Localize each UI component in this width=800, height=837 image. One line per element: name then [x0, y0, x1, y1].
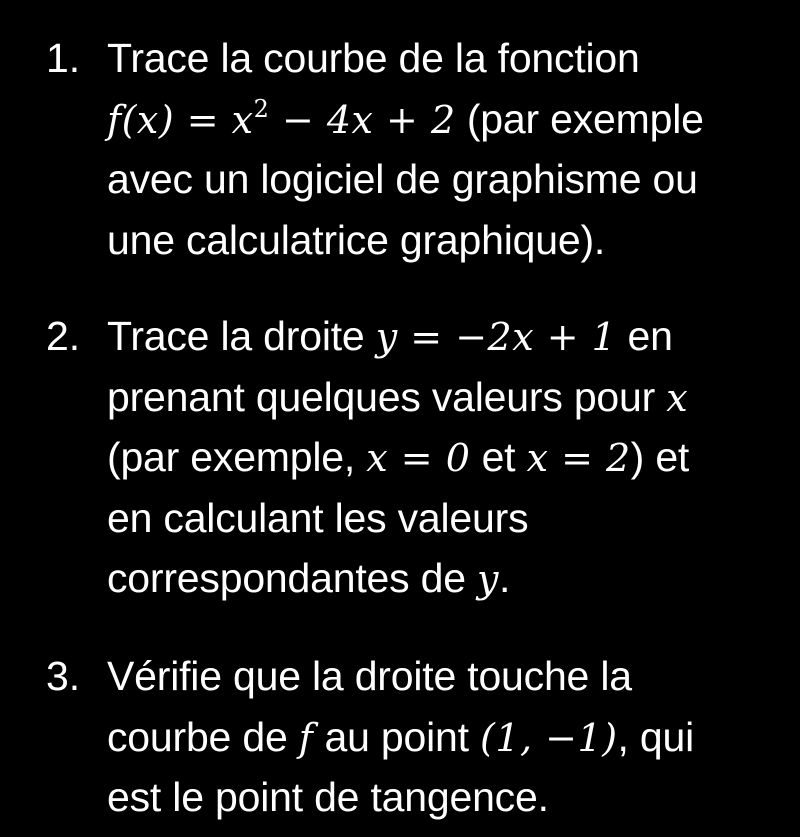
- text-run: est le point de tangence.: [107, 774, 549, 820]
- text-run: Trace la courbe de la fonction: [107, 35, 640, 81]
- step-line: [107, 427, 797, 488]
- math-expression: x = 2: [526, 436, 631, 480]
- step-line: [107, 367, 797, 428]
- text-run: .: [498, 555, 511, 601]
- math-expression: x: [666, 375, 689, 420]
- text-run: en calculant les valeurs: [107, 494, 529, 541]
- text-run: et: [470, 434, 527, 480]
- math-expression: x = 0: [366, 436, 471, 480]
- math-exponent: 2: [253, 94, 270, 123]
- step-line: [107, 646, 797, 707]
- step-line: [107, 707, 797, 768]
- text-run: (par exemple: [455, 95, 704, 142]
- math-run: − 4x + 2: [269, 97, 456, 142]
- step-line: [107, 767, 797, 828]
- math-run: f(x) = x: [107, 97, 254, 142]
- text-run: courbe de: [107, 713, 299, 760]
- step-line: [107, 89, 797, 150]
- step-line: [107, 210, 797, 271]
- math-expression: (1, −1): [480, 715, 618, 760]
- text-run: ) et: [630, 434, 690, 480]
- step-text: [107, 306, 797, 609]
- text-run: en: [616, 313, 673, 359]
- step-number: 1.: [46, 35, 81, 81]
- math-expression: y: [477, 557, 499, 601]
- text-run: correspondantes de: [107, 555, 478, 601]
- math-expression: f: [298, 715, 314, 760]
- math-expression: y = −2x + 1: [375, 315, 617, 359]
- text-run: (par exemple,: [107, 434, 367, 480]
- text-run: Vérifie que la droite touche la: [107, 653, 632, 699]
- step-line: [107, 548, 797, 609]
- step-line: [107, 149, 797, 210]
- text-run: une calculatrice graphique).: [107, 216, 606, 263]
- step-text: [107, 28, 797, 270]
- text-run: , qui: [617, 713, 695, 760]
- step-line: [107, 28, 797, 89]
- math-expression: [107, 94, 456, 142]
- text-run: au point: [313, 713, 481, 760]
- text-run: avec un logiciel de graphisme ou: [107, 156, 698, 202]
- step-line: [107, 488, 797, 549]
- step-text: [107, 646, 797, 828]
- text-run: Trace la droite: [107, 313, 376, 359]
- text-run: prenant quelques valeurs pour: [107, 373, 667, 420]
- step-line: [107, 306, 797, 367]
- step-number: 3.: [46, 653, 81, 699]
- step-number: 2.: [46, 313, 81, 359]
